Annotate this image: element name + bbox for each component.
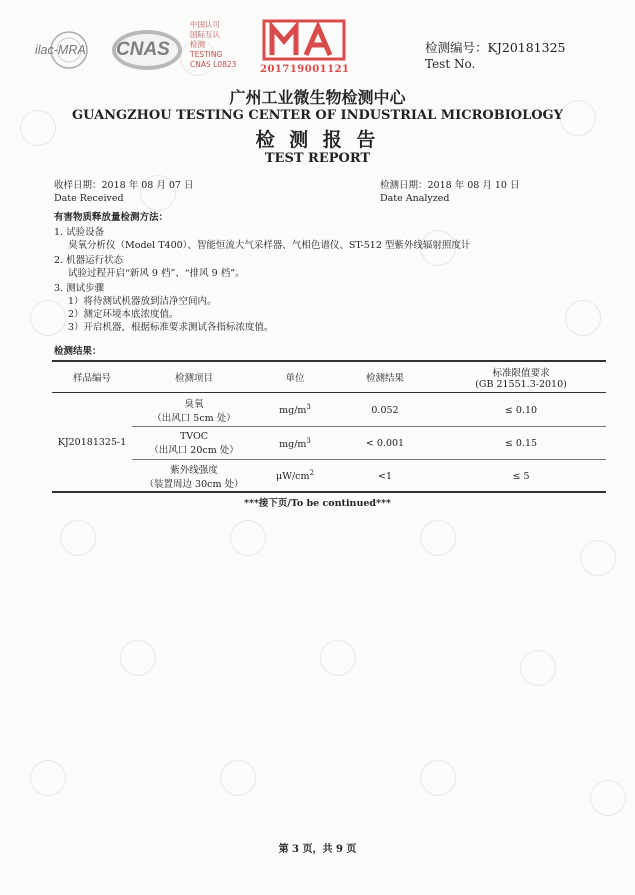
cnas-notice-line: 中国认可 [190,20,220,29]
unit-superscript: 3 [306,436,311,445]
item-note: （出风口 5cm 处） [152,413,236,424]
table-header-row [52,361,606,393]
result-cell: <1 [377,470,392,482]
ilac-mra-logo [33,30,105,70]
date-analyzed [380,180,519,205]
column-header: 检测项目 [174,373,213,384]
unit-cell [256,393,334,427]
org-name-cn: 广州工业微生物检测中心 [229,88,406,107]
test-no-label: 检测编号： [425,40,488,55]
report-title-en: TEST REPORT [264,151,371,166]
limit-cell: ≤ 0.10 [504,404,538,416]
item-name: 臭氧 [184,399,204,410]
cma-number: 201719001121 [260,64,350,75]
unit-cell [256,427,334,460]
unit-text: μW/cm [276,471,310,483]
method-step [54,283,614,334]
unit-text: mg/m [279,439,307,451]
test-no-label-en: Test No. [425,57,476,71]
unit-cell [256,460,334,492]
cnas-notice-line: CNAS L0823 [190,60,237,69]
item-name: 紫外线强度 [170,465,218,476]
report-title-cn: 检 测 报 告 [255,129,380,151]
column-header: 单位 [285,373,305,384]
date-analyzed-cn: 检测日期：2018 年 08 月 10 日 [380,180,520,191]
item-name: TVOC [179,431,209,442]
method-step-title: 2. 机器运行状态 [54,255,124,266]
continued-note: ***接下页/To be continued*** [244,498,391,509]
column-header: 检测结果 [365,373,404,384]
method-step [54,227,614,252]
ilac-logo-text: ilac-MRA [35,43,86,57]
unit-superscript: 3 [306,403,311,412]
results-table [52,361,606,492]
item-cell [132,460,256,492]
method-step-line: 3）开启机器，根据标准要求测试各指标浓度值。 [68,322,274,333]
test-number-block [425,38,566,56]
method-step [54,255,614,280]
results-heading: 检测结果： [54,346,102,357]
method-step-line: 臭氧分析仪（Model T400）、智能恒流大气采样器、气相色谱仪、ST-512 型紫外线辐射照度计 [68,240,471,251]
table-row [52,427,606,460]
method-heading: 有害物质释放量检测方法： [54,212,169,223]
limit-cell: ≤ 5 [512,470,530,482]
result-cell: 0.052 [371,404,399,416]
unit-text: mg/m [279,405,307,417]
unit-superscript: 2 [309,469,314,478]
standard-reference: (GB 21551.3-2010) [475,378,567,390]
column-header: 标准限值要求 [492,367,550,379]
limit-cell: ≤ 0.15 [504,438,538,449]
method-step-line: 试验过程开启“新风 9 档”、“排风 9 档”。 [68,268,245,279]
cnas-notice-line: 国际互认 [190,30,220,39]
sample-id-cell: KJ20181325-1 [57,437,127,448]
result-cell: < 0.001 [365,438,405,449]
date-analyzed-en: Date Analyzed [380,193,450,204]
org-name-en: GUANGZHOU TESTING CENTER OF INDUSTRIAL MICROBIOLOGY [72,108,563,123]
cnas-notice-line: TESTING [190,50,223,59]
item-note: （出风口 20cm 处） [149,445,239,456]
date-received-cn: 收样日期：2018 年 08 月 07 日 [54,180,194,191]
item-note: （装置周边 30cm 处） [144,479,244,490]
method-step-title: 1. 试验设备 [54,227,105,238]
column-header: 样品编号 [72,373,111,384]
cma-mark-graphic [258,17,350,63]
column-header-standard [436,361,606,393]
method-section [54,212,614,334]
item-cell [132,393,256,427]
method-step-title: 3. 测试步骤 [54,283,105,294]
test-no-value: KJ20181325 [487,40,566,55]
table-row [52,393,606,427]
cnas-notice [190,20,236,70]
cnas-notice-line: 检测 [190,40,205,49]
cnas-logo-text: CNAS [116,39,170,60]
date-received-en: Date Received [54,193,124,204]
table-row [52,460,606,492]
cnas-logo [110,28,184,72]
date-received [54,180,193,205]
cma-logo [258,17,350,77]
method-step-line: 1）将待测试机器放到洁净空间内。 [68,296,217,307]
page-number: 第 3 页，共 9 页 [278,844,357,855]
item-cell [132,427,256,460]
method-step-line: 2）测定环境本底浓度值。 [68,309,179,320]
